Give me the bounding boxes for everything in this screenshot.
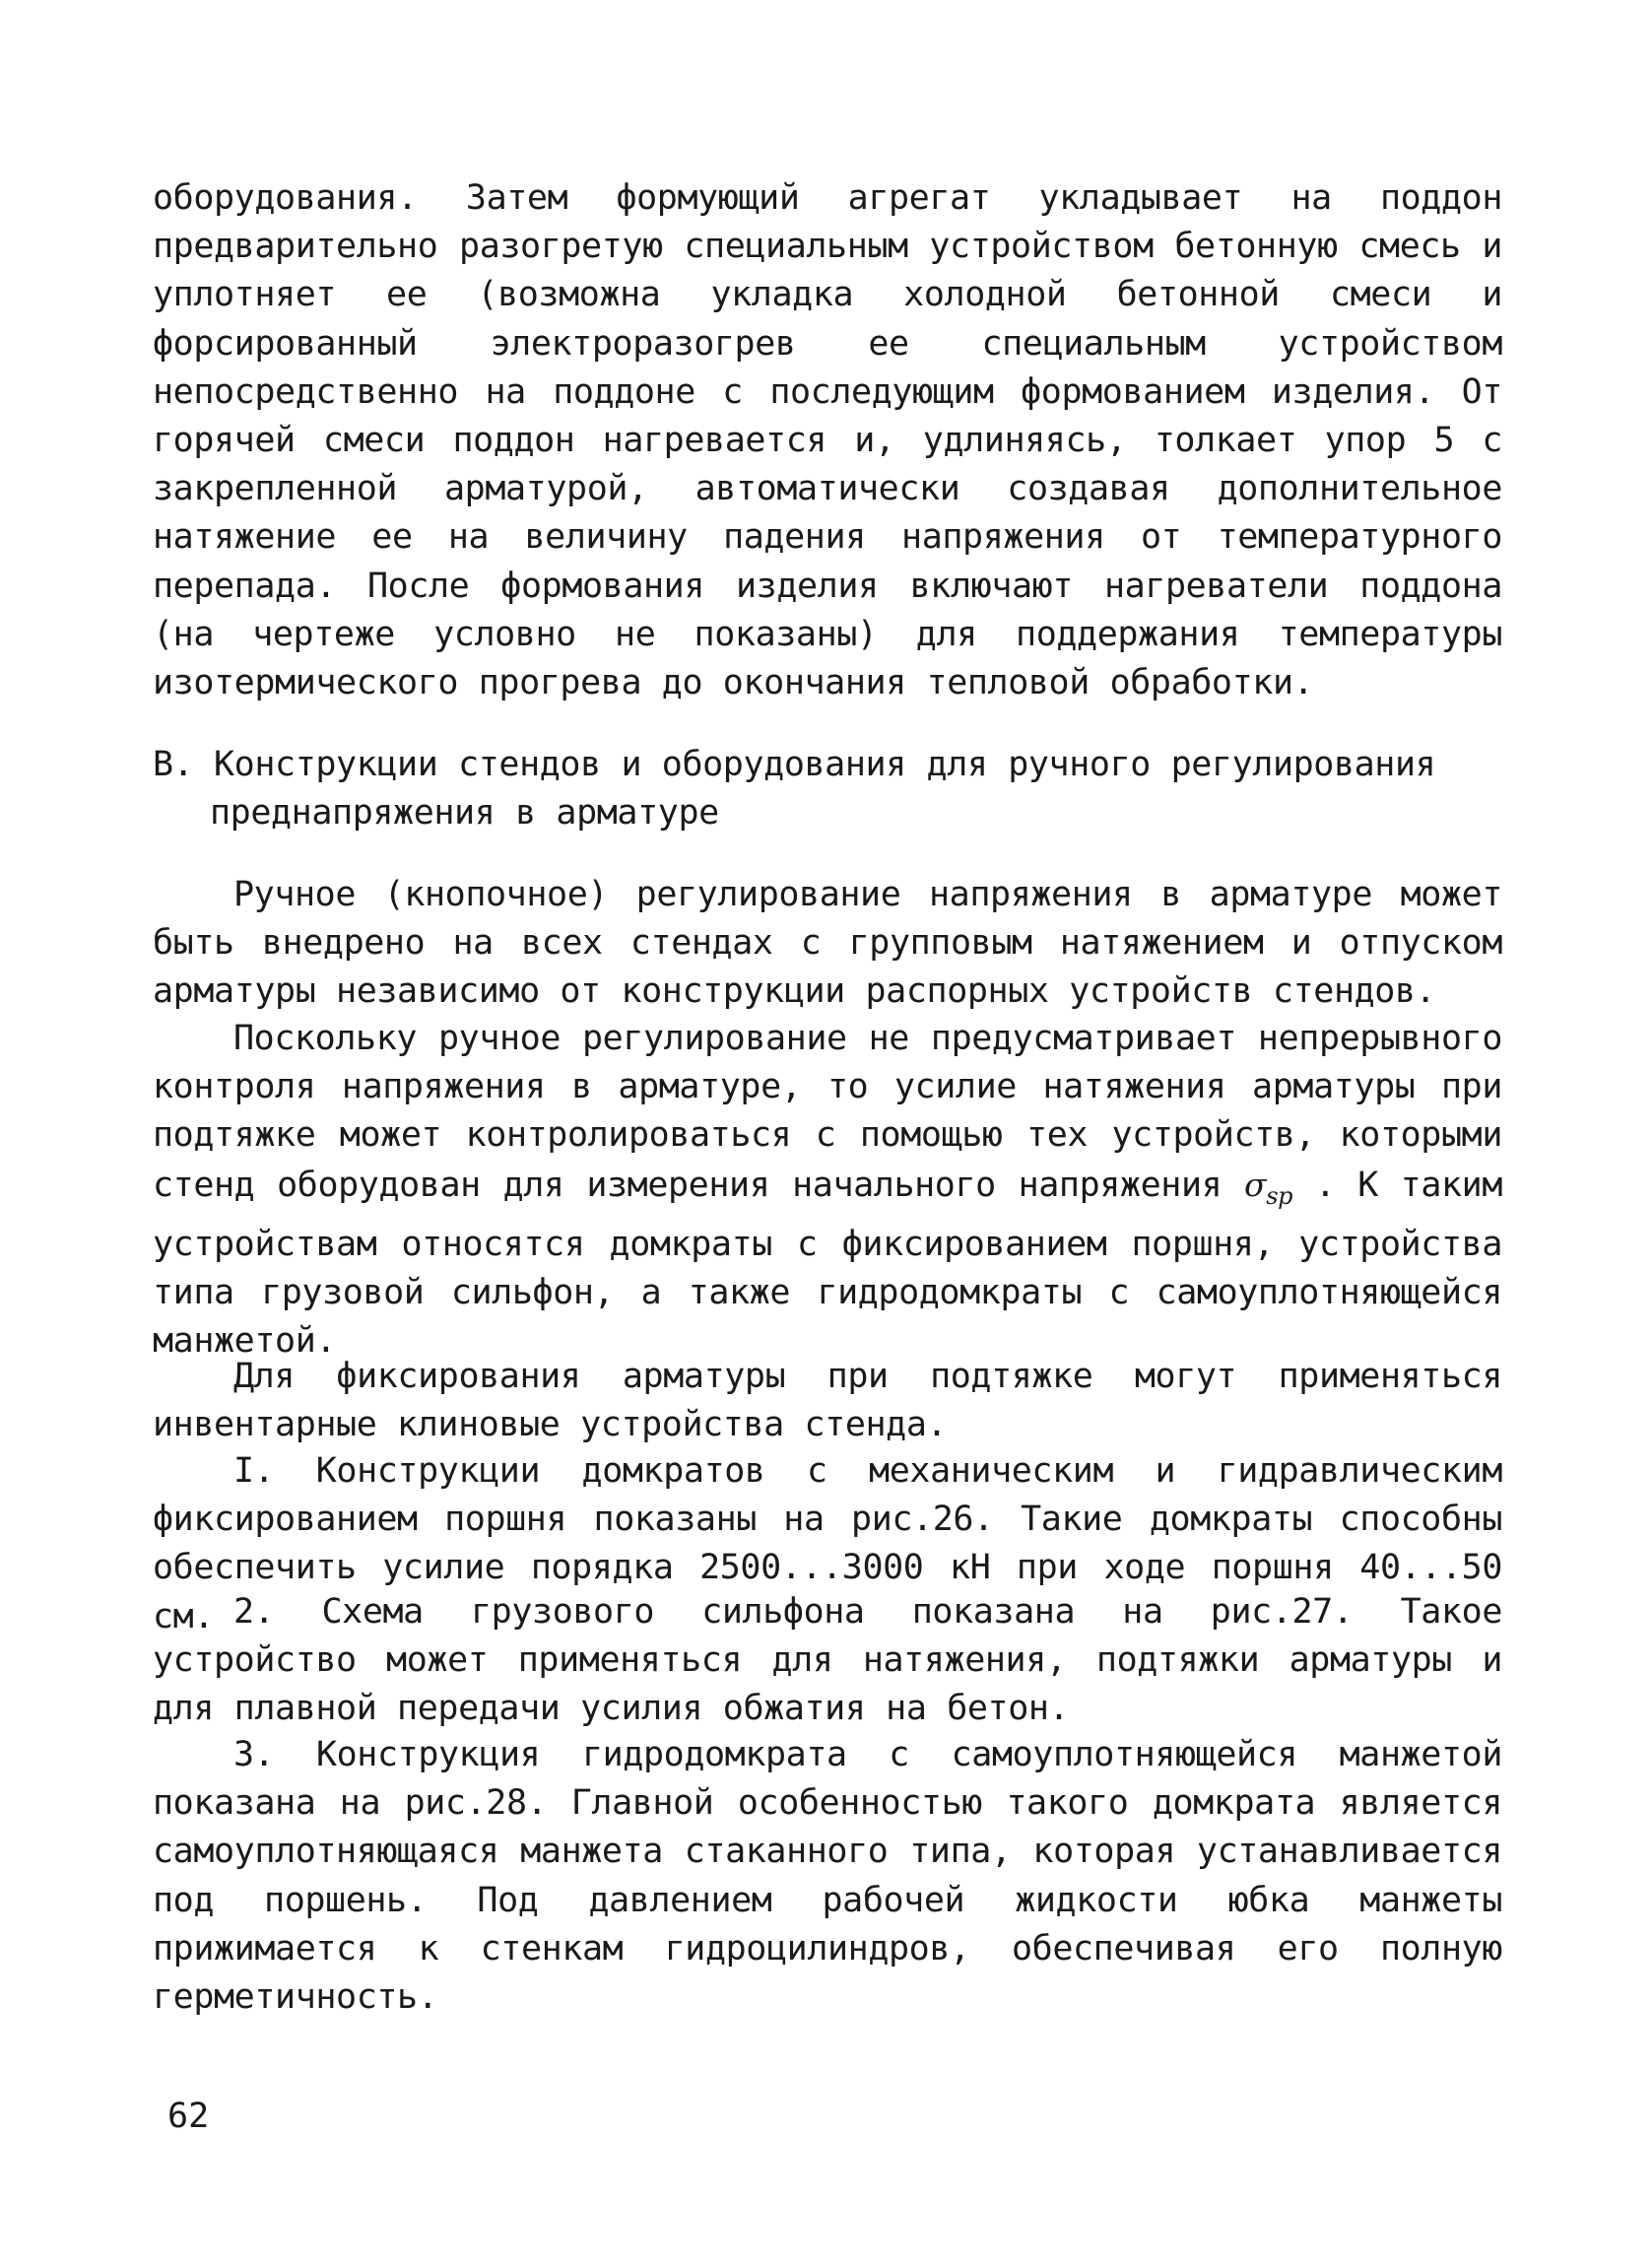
paragraph-item-3: 3. Конструкция гидродомкрата с самоуплотняющейся манжетой показана на рис.28. Главной особенностью такого домкрата является самоуплотняющаяся манжета стаканного типа, которая устанавливается под поршень. Под давлением рабочей жидкости юбка манжеты прижимается к стенкам гидроцилиндров, обеспечивая его полную герметичность. [153,1735,1502,2018]
paragraph-continuation: оборудования. Затем формующий агрегат укладывает на поддон предварительно разогретую специальным устройством бетонную смесь и уплотняет ее (возможна укладка холодной бетонной смеси и форсированный электроразогрев ее специальным устройством непосредственно на поддоне с последующим формованием изделия. От горячей смеси поддон нагревается и, удлиняясь, толкает упор 5 с закрепленной арматурой, автоматически создавая дополнительное натяжение ее на величину падения напряжения от температурного перепада. После формования изделия включают нагреватели поддона (на чертеже условно не показаны) для поддержания температуры изотермического прогрева до окончания тепловой обработки. [153,178,1502,703]
section-title-line1: Конструкции стендов и оборудования для ручного регулирования [214,745,1436,784]
page-number: 62 [167,2097,210,2136]
section-marker: В. [153,745,194,784]
paragraph-item-1: I. Конструкции домкратов с механическим и гидравлическим фиксированием поршня показаны на рис.26. Такие домкраты способны обеспечить усилие порядка 2500...3000 кН при ходе поршня 40...50 см. [153,1451,1502,1636]
paragraph-fixing: Для фиксирования арматуры при подтяжке могут применяться инвентарные клиновые устройства стенда. [153,1357,1502,1445]
section-heading-line1 [153,741,1502,789]
paragraph-control [153,1015,1502,1366]
paragraph-item-2: 2. Схема грузового сильфона показана на рис.27. Такое устройство может применяться для натяжения, подтяжки арматуры и для плавной передачи усилия обжатия на бетон. [153,1592,1502,1729]
sigma-subscript: sp [1266,1181,1293,1210]
paragraph-control-text-after: . К таким устройствам относятся домкраты с фиксированием поршня, устройства типа грузовой сильфон, а также гидродомкраты с самоуплотняющейся манжетой. [153,1165,1503,1362]
paragraph-manual-regulation: Ручное (кнопочное) регулирование напряжения в арматуре может быть внедрено на всех стендах с групповым натяжением и отпуском арматуры независимо от конструкции распорных устройств стендов. [153,875,1502,1012]
section-title-line2: преднапряжения в арматуре [210,793,719,834]
sigma-symbol: σ [1244,1165,1267,1204]
section-heading [153,741,1502,837]
paragraph-control-text-before: Поскольку ручное регулирование не предусматривает непрерывного контроля напряжения в арматуре, то усилие натяжения арматуры при подтяжке может контролироваться с помощью тех устройств, которыми стенд оборудован для измерения начального напряжения [153,1019,1502,1205]
